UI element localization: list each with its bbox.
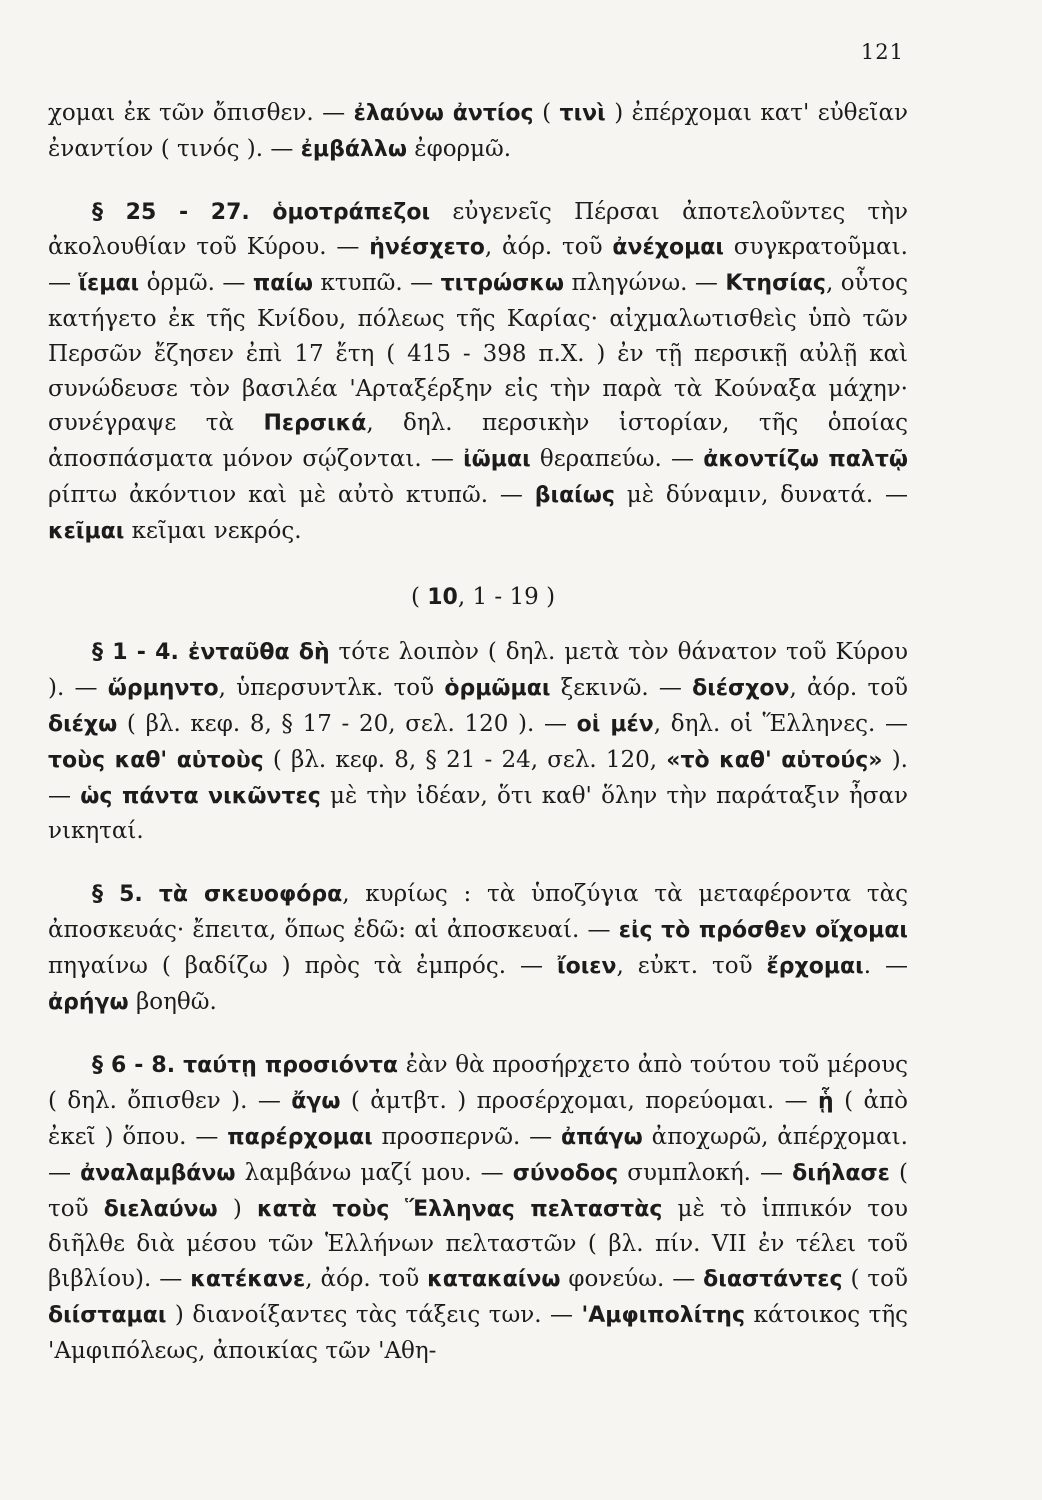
paragraph (48, 96, 908, 168)
bold-term: διέσχον (692, 676, 790, 702)
bold-term: ἀπάγω (561, 1124, 643, 1150)
bold-term: ἠνέσχετο (369, 235, 485, 261)
bold-term: κατακαίνω (427, 1267, 561, 1293)
bold-term: § 25 - 27. (92, 199, 273, 225)
bold-term: διαστάντες (703, 1267, 843, 1293)
text-run: , 1 - 19 ) (457, 583, 556, 610)
bold-term: ταύτῃ προσιόντα (183, 1053, 399, 1079)
text-run: ( βλ. κεφ. 8, § 21 - 24, σελ. 120, (263, 746, 667, 773)
text-run: , κυρίως : τὰ ὑποζύγια τὰ μεταφέροντα τὰς ἀποσκευάς· ἔπειτα, ὅπως ἐδῶ: αἱ ἀποσκευαί. — (48, 881, 909, 943)
bold-term: ἀνέχομαι (612, 235, 724, 261)
text-run: ). — (48, 746, 908, 809)
bold-term: ἀναλαμβάνω (80, 1160, 236, 1186)
bold-term: ὡς πάντα νικῶντες (80, 783, 321, 809)
text-run: μὲ τὴν ἰδέαν, ὅτι καθ' ὅλην τὴν παράταξιν ἦσαν νικηταί. (48, 782, 909, 845)
text-run: ( τοῦ (48, 1159, 908, 1222)
text-run: ( (410, 583, 428, 610)
text-run: ἀποχωρῶ, ἀπέρχομαι. — (48, 1123, 908, 1186)
text-run: ἐφορμῶ. (406, 135, 512, 162)
text-run: ( ἀμτβτ. ) προσέρχομαι, πορεύομαι. — (340, 1088, 819, 1115)
text-run: πηγαίνω ( βαδίζω ) πρὸς τὰ ἐμπρός. — (48, 952, 558, 979)
text-run: κτυπῶ. — (313, 270, 441, 297)
text-run: , ἀόρ. τοῦ (484, 234, 613, 261)
paragraph (48, 877, 908, 1020)
text-run: ) ἐπέρχομαι κατ' εὐθεῖαν ἐναντίον ( τινός ). — (48, 100, 908, 162)
bold-term: βιαίως (534, 482, 615, 508)
bold-term: ἄγω (291, 1089, 341, 1115)
text-run: . — (863, 952, 908, 979)
bold-term: διέχω (48, 711, 118, 737)
text-run: , εὐκτ. τοῦ (616, 952, 767, 979)
bold-term: διίσταμαι (48, 1302, 167, 1328)
text-run: μὲ τὸ ἱππικόν του διῆλθε διὰ μέσου τῶν Ἑλλήνων πελταστῶν ( βλ. πίν. VII ἐν τέλει τοῦ βιβλίου). — (48, 1195, 908, 1293)
bold-term: τιτρώσκω (440, 271, 565, 297)
bold-term: Κτησίας (725, 271, 826, 297)
text-run: τότε λοιπὸν ( δηλ. μετὰ τὸν θάνατον τοῦ Κύρου ). — (48, 639, 908, 702)
bold-term: ἴοιεν (557, 953, 617, 979)
text-run: θεραπεύω. — (530, 446, 704, 473)
text-run: ( (533, 100, 560, 126)
bold-term: σύνοδος (512, 1160, 619, 1186)
text-run: χομαι ἐκ τῶν ὄπισθεν. — (48, 100, 354, 126)
text-run: , ὑπερσυντλκ. τοῦ (218, 675, 445, 702)
text-run: ἐὰν θὰ προσήρχετο ἀπὸ τούτου τοῦ μέρους ( δηλ. ὄπισθεν ). — (48, 1052, 908, 1115)
text-run: ξεκινῶ. — (550, 675, 693, 702)
paragraph (48, 635, 908, 849)
page-text (48, 96, 908, 1369)
text-run: ) (217, 1195, 257, 1222)
bold-term: § 1 - 4. (92, 640, 189, 666)
text-run: ρίπτω ἀκόντιον καὶ μὲ αὐτὸ κτυπῶ. — (48, 481, 535, 508)
bold-term: τοὺς καθ' αὑτοὺς (48, 747, 264, 773)
bold-term: ἔρχομαι (766, 953, 864, 979)
text-run: , δηλ. οἱ Ἕλληνες. — (653, 710, 909, 737)
text-run: κεῖμαι νεκρός. (124, 517, 302, 544)
text-run: προσπερνῶ. — (372, 1123, 562, 1150)
paragraph (48, 195, 908, 550)
text-run: ( βλ. κεφ. 8, § 17 - 20, σελ. 120 ). — (117, 710, 577, 737)
text-run: βοηθῶ. (128, 988, 217, 1015)
bold-term: παρέρχομαι (227, 1124, 373, 1150)
paragraph (48, 1048, 908, 1368)
bold-term: § 5. (92, 882, 159, 908)
bold-term: 'Αμφιπολίτης (581, 1302, 746, 1328)
bold-term: ἐμβάλλω (300, 136, 407, 162)
text-run: ) διανοίξαντες τὰς τάξεις των. — (166, 1301, 582, 1328)
text-run: μὲ δύναμιν, δυνατά. — (614, 481, 909, 508)
bold-term: τὰ σκευοφόρα (158, 882, 343, 908)
bold-term: «τὸ καθ' αὑτούς» (666, 747, 883, 773)
bold-term: Περσικά (263, 411, 367, 437)
bold-term: ὥρμηντο (107, 676, 219, 702)
bold-term: ἀκοντίζω παλτῷ (703, 447, 908, 473)
text-run: , δηλ. περσικὴν ἱστορίαν, τῆς ὁποίας ἀποσπάσματα μόνον σῴζονται. — (48, 410, 908, 473)
text-run: , ἀόρ. τοῦ (789, 675, 909, 702)
bold-term: ἀρήγω (48, 989, 129, 1015)
bold-term: εἰς τὸ πρόσθεν οἴχομαι (618, 917, 909, 943)
text-run: φονεύω. — (560, 1266, 704, 1293)
bold-term: τινὶ (559, 101, 606, 126)
bold-term: οἱ μέν (576, 711, 654, 737)
bold-term: 10 (427, 584, 458, 610)
bold-term: ἐλαύνω ἀντίος (353, 101, 534, 126)
text-run: συμπλοκή. — (618, 1159, 793, 1186)
bold-term: κατὰ τοὺς Ἕλληνας πελταστὰς (257, 1196, 663, 1222)
text-run: ὁρμῶ. — (139, 270, 253, 297)
text-run: συγκρατοῦμαι. — (48, 234, 908, 297)
bold-term: ἵεμαι (78, 271, 140, 297)
text-run: εὐγενεῖς Πέρσαι ἀποτελοῦντες τὴν ἀκολουθίαν τοῦ Κύρου. — (48, 198, 909, 261)
bold-term: κεῖμαι (48, 518, 125, 544)
bold-term: ὁμοτράπεζοι (272, 199, 431, 225)
bold-term: ἐνταῦθα δὴ (188, 640, 330, 666)
text-run: πληγώνω. — (564, 270, 726, 297)
bold-term: διελαύνω (103, 1196, 218, 1222)
bold-term: ᾗ (818, 1089, 834, 1115)
page-number: 121 (860, 40, 904, 64)
bold-term: κατέκανε (190, 1267, 306, 1293)
section-heading (48, 580, 908, 616)
text-run: , οὗτος κατήγετο ἐκ τῆς Κνίδου, πόλεως τῆς Καρίας· αἰχμαλωτισθεὶς ὑπὸ τῶν Περσῶν ἔζησεν ἐπὶ 17 ἔτη ( 415 - 398 π.Χ. ) ἐν τῇ περσικῇ αὐλῇ καὶ συνώδευσε τὸν βασιλέα 'Αρταξέρξην εἰς τὴν παρὰ τὰ Κούναξα μάχην· συνέγραψε τὰ (48, 270, 908, 437)
text-run: ( ἀπὸ ἐκεῖ ) ὅπου. — (48, 1088, 908, 1150)
text-run: ( τοῦ (842, 1266, 908, 1293)
bold-term: § 6 - 8. (92, 1053, 184, 1079)
text-run: , ἀόρ. τοῦ (305, 1266, 428, 1293)
bold-term: ἰῶμαι (463, 447, 531, 473)
text-run: λαμβάνω μαζί μου. — (235, 1159, 513, 1186)
bold-term: διήλασε (792, 1160, 890, 1186)
bold-term: παίω (252, 271, 314, 297)
text-run: κάτοικος τῆς 'Αμφιπόλεως, ἀποικίας τῶν 'Αθη- (48, 1301, 909, 1364)
bold-term: ὁρμῶμαι (444, 676, 551, 702)
